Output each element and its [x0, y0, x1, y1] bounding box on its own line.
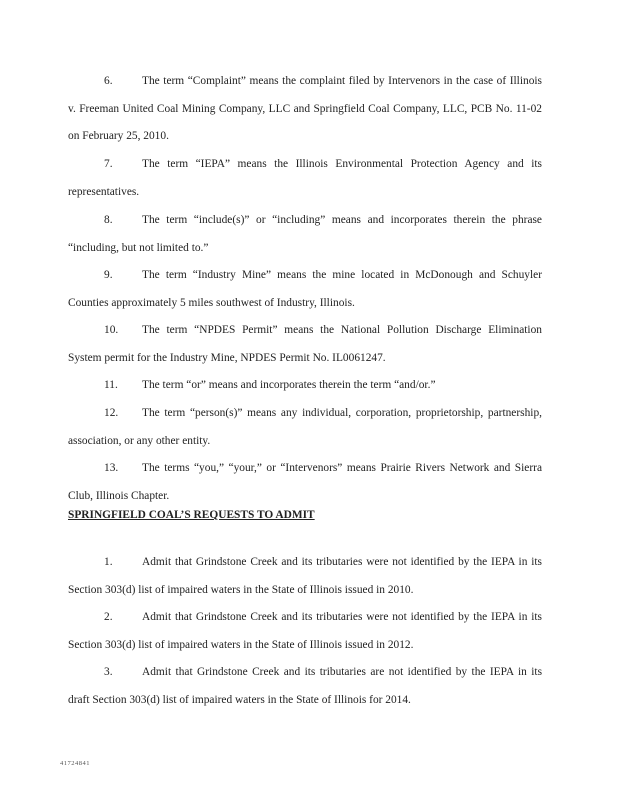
document-id-footer: 41724841: [60, 760, 90, 767]
request-number: 2.: [104, 611, 113, 623]
paragraph-number: 10.: [104, 324, 119, 336]
paragraph-text: The term “Industry Mine” means the mine located in McDonough and Schuyler Counties approximately 5 miles southwest of Industry, Illinois.: [68, 269, 542, 309]
paragraph-number: 13.: [104, 462, 119, 474]
paragraph-number: 6.: [104, 75, 113, 87]
definition-10: [68, 317, 542, 372]
definition-7: [68, 151, 542, 206]
definition-13: [68, 455, 542, 510]
paragraph-text: The term “include(s)” or “including” means and incorporates therein the phrase “including, but not limited to.”: [68, 214, 542, 254]
paragraph-number: 9.: [104, 269, 113, 281]
paragraph-text: The terms “you,” “your,” or “Intervenors” means Prairie Rivers Network and Sierra Club, Illinois Chapter.: [68, 462, 542, 502]
request-text: Admit that Grindstone Creek and its tributaries are not identified by the IEPA in its draft Section 303(d) list of impaired waters in the State of Illinois for 2014.: [68, 666, 542, 706]
request-text: Admit that Grindstone Creek and its tributaries were not identified by the IEPA in its Section 303(d) list of impaired waters in the State of Illinois issued in 2012.: [68, 611, 542, 651]
definition-11: [68, 372, 542, 400]
paragraph-number: 8.: [104, 214, 113, 226]
request-text: Admit that Grindstone Creek and its tributaries were not identified by the IEPA in its Section 303(d) list of impaired waters in the State of Illinois issued in 2010.: [68, 556, 542, 596]
definition-9: [68, 262, 542, 317]
section-heading: SPRINGFIELD COAL’S REQUESTS TO ADMIT: [68, 509, 315, 521]
paragraph-number: 11.: [104, 379, 118, 391]
definition-8: [68, 207, 542, 262]
paragraph-text: The term “NPDES Permit” means the National Pollution Discharge Elimination System permit for the Industry Mine, NPDES Permit No. IL0061247.: [68, 324, 542, 364]
definition-6: [68, 68, 542, 151]
request-3: [68, 659, 542, 714]
paragraph-number: 12.: [104, 407, 119, 419]
paragraph-number: 7.: [104, 158, 113, 170]
paragraph-text: The term “person(s)” means any individual, corporation, proprietorship, partnership, association, or any other entity.: [68, 407, 542, 447]
paragraph-text: The term “Complaint” means the complaint filed by Intervenors in the case of Illinois v. Freeman United Coal Mining Company, LLC and Springfield Coal Company, LLC, PCB No. 11-02 on February 25, 2010.: [68, 75, 542, 142]
definition-12: [68, 400, 542, 455]
paragraph-text: The term “IEPA” means the Illinois Environmental Protection Agency and its representatives.: [68, 158, 542, 198]
request-2: [68, 604, 542, 659]
request-number: 1.: [104, 556, 113, 568]
request-number: 3.: [104, 666, 113, 678]
paragraph-text: The term “or” means and incorporates therein the term “and/or.”: [142, 379, 436, 391]
request-1: [68, 549, 542, 604]
